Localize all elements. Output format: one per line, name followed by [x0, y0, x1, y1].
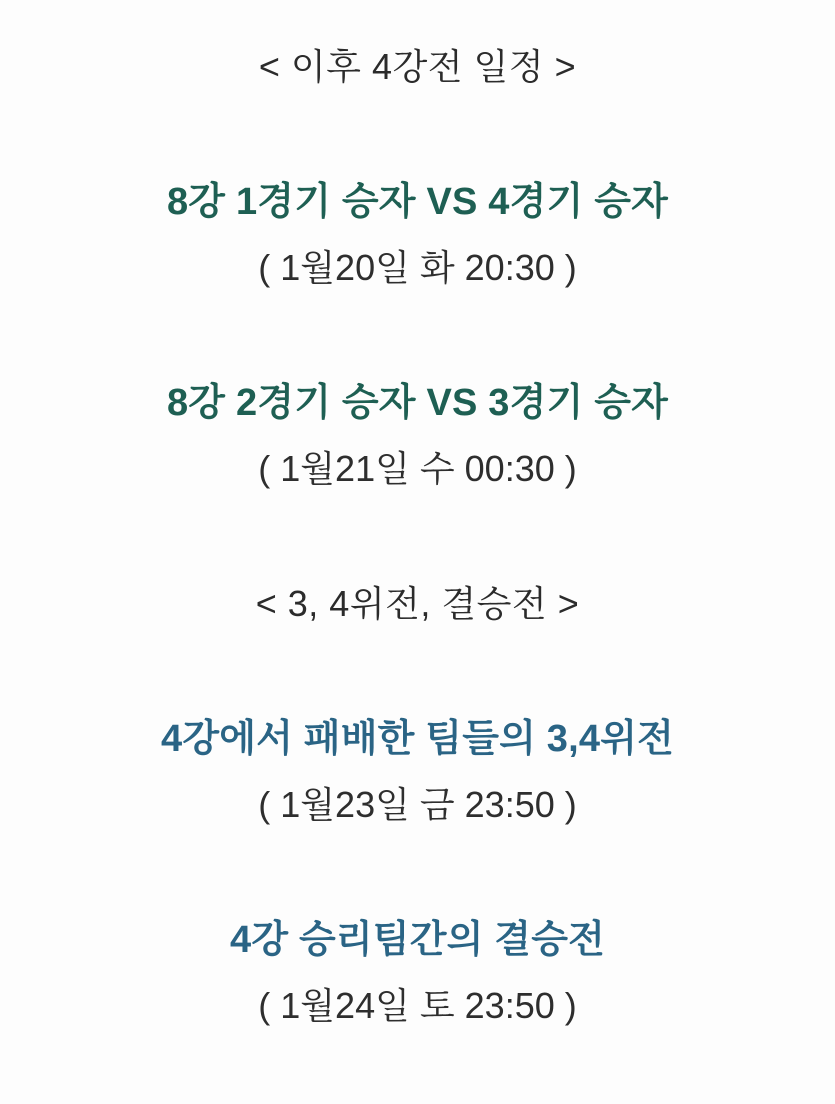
section-title-finals: < 3, 4위전, 결승전 >	[255, 583, 580, 624]
section-title-semifinals: < 이후 4강전 일정 >	[258, 46, 577, 87]
match-datetime-final: ( 1월24일 토 23:50 )	[258, 985, 577, 1026]
match-name-semifinal-1: 8강 1경기 승자 VS 4경기 승자	[166, 181, 669, 223]
match-datetime-third-place: ( 1월23일 금 23:50 )	[258, 784, 577, 825]
match-datetime-semifinal-2: ( 1월21일 수 00:30 )	[258, 448, 577, 489]
match-name-final: 4강 승리팀간의 결승전	[229, 919, 606, 961]
match-name-third-place: 4강에서 패배한 팀들의 3,4위전	[160, 718, 675, 760]
match-name-semifinal-2: 8강 2경기 승자 VS 3경기 승자	[166, 382, 669, 424]
match-datetime-semifinal-1: ( 1월20일 화 20:30 )	[258, 247, 577, 288]
